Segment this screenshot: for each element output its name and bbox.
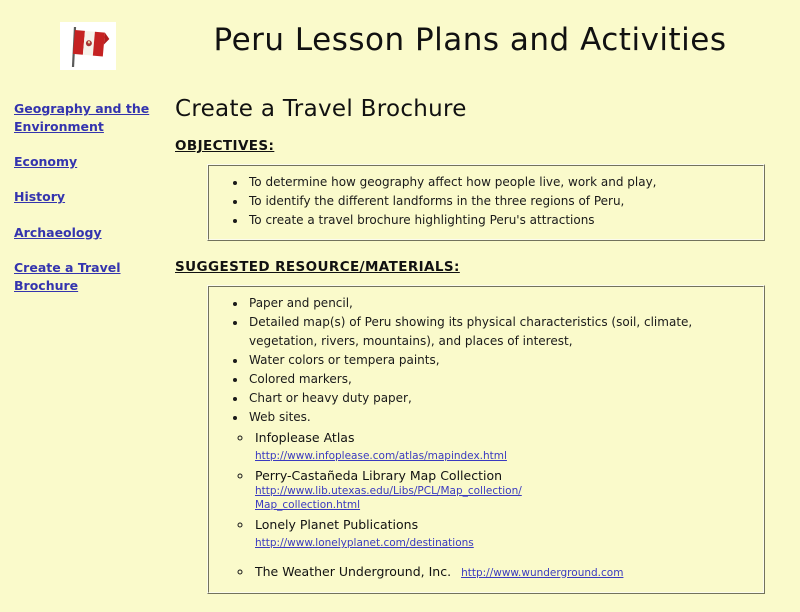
objectives-box-inner (208, 165, 764, 240)
material-item: • Detailed map(s) of Peru showing its physical characteristics (soil, climate, vegetation, rivers, mountains), and places of interest, (247, 313, 751, 351)
website-link-infoplease[interactable]: http://www.infoplease.com/atlas/mapindex.html (255, 450, 507, 463)
content-title: Create a Travel Brochure (175, 96, 467, 122)
website-name: ◦ Infoplease Atlas (255, 429, 355, 445)
website-list (221, 429, 751, 581)
material-item: • Paper and pencil, (247, 294, 751, 313)
objectives-list (221, 173, 751, 230)
objective-item: • To identify the different landforms in the three regions of Peru, (247, 192, 751, 211)
website-name: ◦ Perry-Castañeda Library Map Collection (255, 467, 503, 483)
peru-flag-graphic (60, 22, 116, 70)
material-item: • Web sites. (247, 408, 751, 427)
website-item (253, 429, 751, 464)
peru-flag-icon (60, 22, 116, 70)
materials-heading: SUGGESTED RESOURCE/MATERIALS: (175, 258, 460, 275)
website-link-line: Map_collection.html (255, 499, 361, 512)
objective-item: • To determine how geography affect how people live, work and play, (247, 173, 751, 192)
website-item (253, 516, 751, 551)
material-item: • Water colors or tempera paints, (247, 351, 751, 370)
website-item (253, 563, 751, 581)
header (0, 0, 800, 88)
objectives-box (207, 164, 765, 241)
sidebar-item-economy[interactable]: Economy (14, 154, 78, 170)
materials-box-inner (208, 286, 764, 593)
sidebar-item-create-travel-brochure[interactable]: Create a Travel Brochure (14, 259, 121, 293)
website-name: The Weather Underground, Inc. (255, 563, 452, 579)
material-item: • Colored markers, (247, 370, 751, 389)
website-link-lonely-planet[interactable]: http://www.lonelyplanet.com/destinations (255, 537, 474, 550)
website-link-wunderground[interactable]: http://www.wunderground.com (461, 566, 624, 579)
sidebar (14, 100, 166, 312)
website-item (253, 467, 751, 513)
objective-item: • To create a travel brochure highlighting Peru's attractions (247, 211, 751, 230)
main-content (175, 96, 765, 612)
materials-box (207, 285, 765, 594)
sidebar-item-history[interactable]: History (14, 189, 66, 205)
material-item: • Chart or heavy duty paper, (247, 389, 751, 408)
materials-list (221, 294, 751, 427)
website-name: ◦ Lonely Planet Publications (255, 516, 419, 532)
sidebar-item-geography-environment[interactable]: Geography and the Environment (14, 101, 150, 135)
sidebar-item-archaeology[interactable]: Archaeology (14, 224, 102, 240)
page-title: Peru Lesson Plans and Activities (213, 22, 727, 58)
objectives-heading: OBJECTIVES: (175, 138, 275, 154)
website-link-perry-castaneda[interactable] (255, 484, 522, 512)
website-link-line: http://www.lib.utexas.edu/Libs/PCL/Map_collection/ (255, 485, 522, 498)
